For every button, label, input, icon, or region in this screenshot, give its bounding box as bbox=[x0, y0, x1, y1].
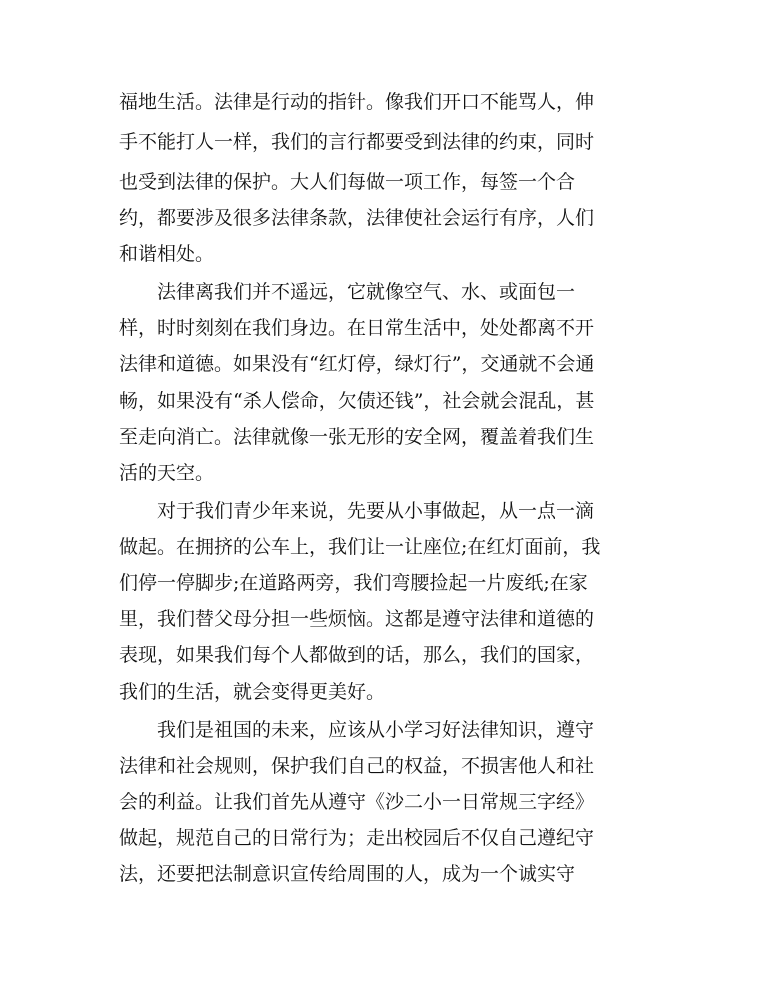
text-line: 里，我们替父母分担一些烦恼。这都是遵守法律和道德的 bbox=[119, 608, 595, 630]
text-line: 和谐相处。 bbox=[119, 243, 215, 265]
text-line: 法律和道德。如果没有“红灯停，绿灯行”，交通就不会通 bbox=[119, 353, 595, 375]
text-line: 畅，如果没有“杀人偿命，欠债还钱”，社会就会混乱，甚 bbox=[119, 390, 595, 412]
text-line: 约，都要涉及很多法律条款，法律使社会运行有序，人们 bbox=[119, 207, 595, 229]
text-line: 我们的生活，就会变得更美好。 bbox=[119, 681, 386, 703]
text-line: 法，还要把法制意识宣传给周围的人，成为一个诚实守 bbox=[119, 863, 576, 885]
text-line: 福地生活。法律是行动的指针。像我们开口不能骂人，伸 bbox=[119, 91, 595, 113]
paragraph-first-line: 我们是祖国的未来，应该从小学习好法律知识，遵守 bbox=[157, 719, 595, 741]
text-line: 样，时时刻刻在我们身边。在日常生活中，处处都离不开 bbox=[119, 317, 595, 339]
text-line: 表现，如果我们每个人都做到的话，那么，我们的国家， bbox=[119, 644, 595, 666]
text-line: 会的利益。让我们首先从遵守《沙二小一日常规三字经》 bbox=[119, 791, 595, 813]
text-line: 做起，规范自己的日常行为；走出校园后不仅自己遵纪守 bbox=[119, 827, 595, 849]
text-line: 也受到法律的保护。大人们每做一项工作，每签一个合 bbox=[119, 171, 576, 193]
text-line: 至走向消亡。法律就像一张无形的安全网，覆盖着我们生 bbox=[119, 426, 595, 448]
text-line: 活的天空。 bbox=[119, 462, 215, 484]
text-line: 们停一停脚步;在道路两旁，我们弯腰捡起一片废纸;在家 bbox=[119, 572, 588, 594]
text-line: 做起。在拥挤的公车上，我们让一让座位;在红灯面前，我 bbox=[119, 536, 601, 558]
text-line: 手不能打人一样，我们的言行都要受到法律的约束，同时 bbox=[119, 131, 595, 153]
paragraph-first-line: 法律离我们并不遥远，它就像空气、水、或面包一 bbox=[157, 281, 576, 303]
paragraph-first-line: 对于我们青少年来说，先要从小事做起，从一点一滴 bbox=[157, 500, 595, 522]
text-line: 法律和社会规则，保护我们自己的权益，不损害他人和社 bbox=[119, 755, 595, 777]
